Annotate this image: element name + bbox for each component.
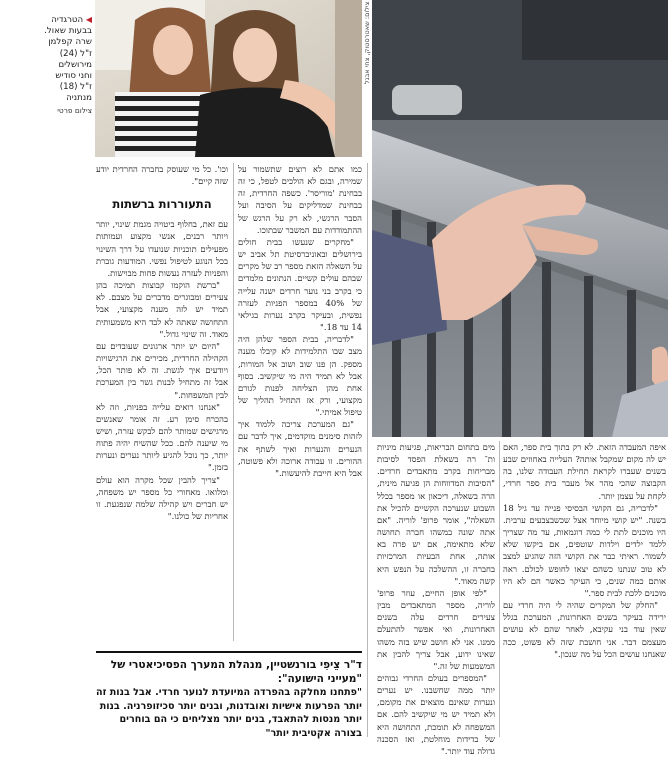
caption-line: הטרגדיה	[51, 15, 84, 25]
photo-hands-railing	[372, 0, 668, 437]
photo-caption	[2, 14, 92, 116]
column-divider	[499, 441, 500, 737]
girls-photo-image	[95, 0, 362, 157]
paragraph: "גם המערכת צריכה ללמוד איך לזהות סימנים מוקדמים, איך לדבר עם הנערים והנערות ואיך לשתף את ההורים. זו עבודה ארוכה ולא פשוטה, אבל היא חייבת להיעשות."	[238, 419, 362, 478]
caption-credit: צילום פרטי	[57, 105, 92, 115]
photo-credit-vertical: צילום: שאטרסטוק, צחי אבגל	[363, 2, 371, 85]
paragraph: "החלק של המקרים שהיה לי היה חרדי עם ירידה בעיקר בשנים האחרונות, המערכת בגלל שאין עוד בני עקיבא, לאחר שהם לא עושים מעצמם דבר. אני חושבת שזה לא פשוט, ככה שאנחנו עושים הכל על מה שנכון."	[503, 600, 666, 659]
paragraph: "ברשת הוקמו קבוצות תמיכה בהן צעירים ומבוגרים מדברים על מצבם. לא תמיד יש לזה מענה מקצועי, אבל התחושה שאתה לא לבד היא משמעותית מאוד. זה שינוי גדול."	[96, 280, 228, 339]
section-subheading: התעוררות ברשתות	[112, 197, 212, 212]
paragraph: "המספרים בעולם החרדי גבוהים יותר ממה שחשבנו. יש נערים ונערות שאינם מוצאים את מקומם, ולא תמיד יש מי שיקשיב להם. אם המשפחה לא תומכת, התחושה היא של בדידות מוחלטת, ואז הסכנה גדולה עוד יותר."	[377, 672, 495, 756]
caption-line: ז"ל (18)	[59, 82, 92, 93]
paragraph: "לדבריה, גם הקושי הבסיסי פנייה עד גיל 18 בשנה. "יש קושי מיוחד אצל שכשבצבעים ערבית. היו מוכנים לתת לי כמה דוגמאות, עד מה שצריך ללמד ילדים וילדות שוטפים, אם ביקשו שלא לשמור. ראיתי כבר את הקושי הזה שהגיע למצב לא טוב שנתנו כשהם יצאו לחופש לכולם. ראה אותם כמה שנים, כי העיקר כאשר הם לא היו מוכנים ללכת לבית ספר."	[503, 502, 666, 598]
column-divider	[367, 163, 368, 737]
paragraph: "היום יש יותר ארגונים שעובדים עם הקהילה החרדית, מכירים את הרגישויות ויודעים איך לגשת. זה לא פותר הכל, אבל זה מתחיל לבנות גשר בין המערכת לבין המשפחות."	[96, 340, 228, 400]
text-column-2	[377, 441, 495, 756]
paragraph: "צריך להבין שכל מקרה הוא עולם ומלואו. מאחורי כל מספר יש משפחה, יש חברים ויש קהילה שלמה שנפגעת. זו אחריות של כולנו."	[96, 474, 228, 522]
caption-line: מירושלים	[58, 59, 92, 70]
caption-line: שרה קפלמן	[48, 37, 92, 48]
paragraph: "מחקרים שנעשו בבית חולים בירושלים ובאוניברסיטת תל אביב יש על השאלה הזאת מספר רב של מקרים שבהם עולים קשיים. הנתונים מלמדים כי בקרב בני נוער חרדים ישנה עלייה של 40% במספר הפניות לעזרה נפשית, ובעיקר בקרב נערות בגילאי 14 עד 18."	[238, 236, 362, 333]
text-column-4	[96, 163, 228, 641]
caption-marker-icon: ◀	[85, 15, 92, 24]
caption-line: וחני סודיש	[55, 71, 92, 82]
paragraph: "לפי אופן החיים, עוזר פרופ' לוריה, מספר המתאבדים מבין צעירים חרדים עלה בשנים האחרונות, ואי אפשר להתעלם ממנו. אני לא חושב שיש בזה משהו שאינו ידוע, אבל צריך להבין את המשמעות של זה."	[377, 587, 495, 671]
text-column-3	[238, 163, 362, 641]
pull-quote-speaker: ד"ר צֵיפִי בורנשטיין, מנהלת המערך הפסיכיאטרי של "מעייני הישועה":	[110, 659, 362, 685]
text-column-1	[503, 441, 666, 737]
paragraph: מים בתחום הבריאות, פגיעות מיניות ות־ רה בשאלת הפסד לסיבות מבריחות בקרב מתאבדים חרדים. "הסיבות המדווחות הן פגיעה מינית, הרה בשאלה, דיכאון או מספר בכלל השבוע שנערכה הקשיים להכיל את השאלה", אומר פרופ' לוריה. "אם אתה שונה במשהו חברה תחושה שלא מתאימה, אם יש פרה בא אותה, אחת הבעיות המרכזיות בחברה זו, ההשלכה על הנפש היא קשה מאוד."	[377, 442, 495, 586]
paragraph: עם זאת, בחלוף ביטויה מגמת שינוי, יותר ויותר רבנים, אנשי מקצוע ועמותות מפעילים תוכניות שנועדו על דרך השינוי בכל הנוגע לטיפול נפשי. המודעות גוברת והפניות לעזרה נעשות פחות מבוישות.	[96, 219, 228, 278]
caption-line: בבעות שאול.	[44, 26, 92, 37]
paragraph: וכו'. כל מי שעוסק בחברה החרדית יודע שזה קיים".	[96, 164, 228, 187]
pull-quote	[95, 651, 362, 739]
column-divider	[233, 163, 234, 641]
railing-photo-image	[372, 0, 668, 437]
paragraph: "לדבריה, בבית הספר שלהן היה מצב שבו התלמידות לא קיבלו מענה מספק. הן פנו שוב ושוב אל המורות, אבל לא תמיד היה מי שיקשיב. בסוף אחת מהן הצליחה לפנות לגורם מקצועי, ורק אז התחיל תהליך של טיפול אמיתי."	[238, 334, 362, 418]
photo-two-girls	[95, 0, 362, 157]
caption-line: מנתניה	[66, 93, 92, 104]
pull-quote-text: "פתחנו מחלקה בהפרדה המיועדת לנוער חרדי. אבל בנות זה יותר הפרעות אישיות ואובדנות, ובנים יותר סכיזופרניה. בנות יותר מנסות להתאבד, בנים יותר מצליחים כי הם בוחרים בצורה אקטיבית יותר"	[95, 687, 362, 739]
paragraph: איפה המעבדה הזאת. לא רק בתוך בית ספר, האם יש לה מקום שמקבל אותה? העלייה באחוזים שבע בשנים שעברו לקראת תחילת העבודה שלנו, בה הקבוצה שהכי מהר אל מעבר בית ספר חרדי, לקחת על עצמן יותר.	[503, 442, 666, 501]
caption-line: ז"ל (24)	[59, 48, 92, 59]
paragraph: "אנחנו רואים עלייה בפניות, וזה לא בהכרח סימן רע. זה אומר שאנשים מרגישים שמותר להם לבקש עזרה, ושיש מי שיענה להם. ככל שהשיח יהיה פתוח יותר, כך נוכל להגיע ליותר נערים ונערות בזמן."	[96, 401, 228, 473]
paragraph: כמו אתם לא רוצים שתשמור על שמירה, ובגם לא הולכים לטפל, כי זה בבחינת 'מוריסר'. כשפה החרדית, זה בבחינת שמדליקים על הסיבה ועל הסבר הרגשי, לא רק על הרגש של ההתמודדות עם המשבר שבתוכו.	[238, 164, 362, 235]
